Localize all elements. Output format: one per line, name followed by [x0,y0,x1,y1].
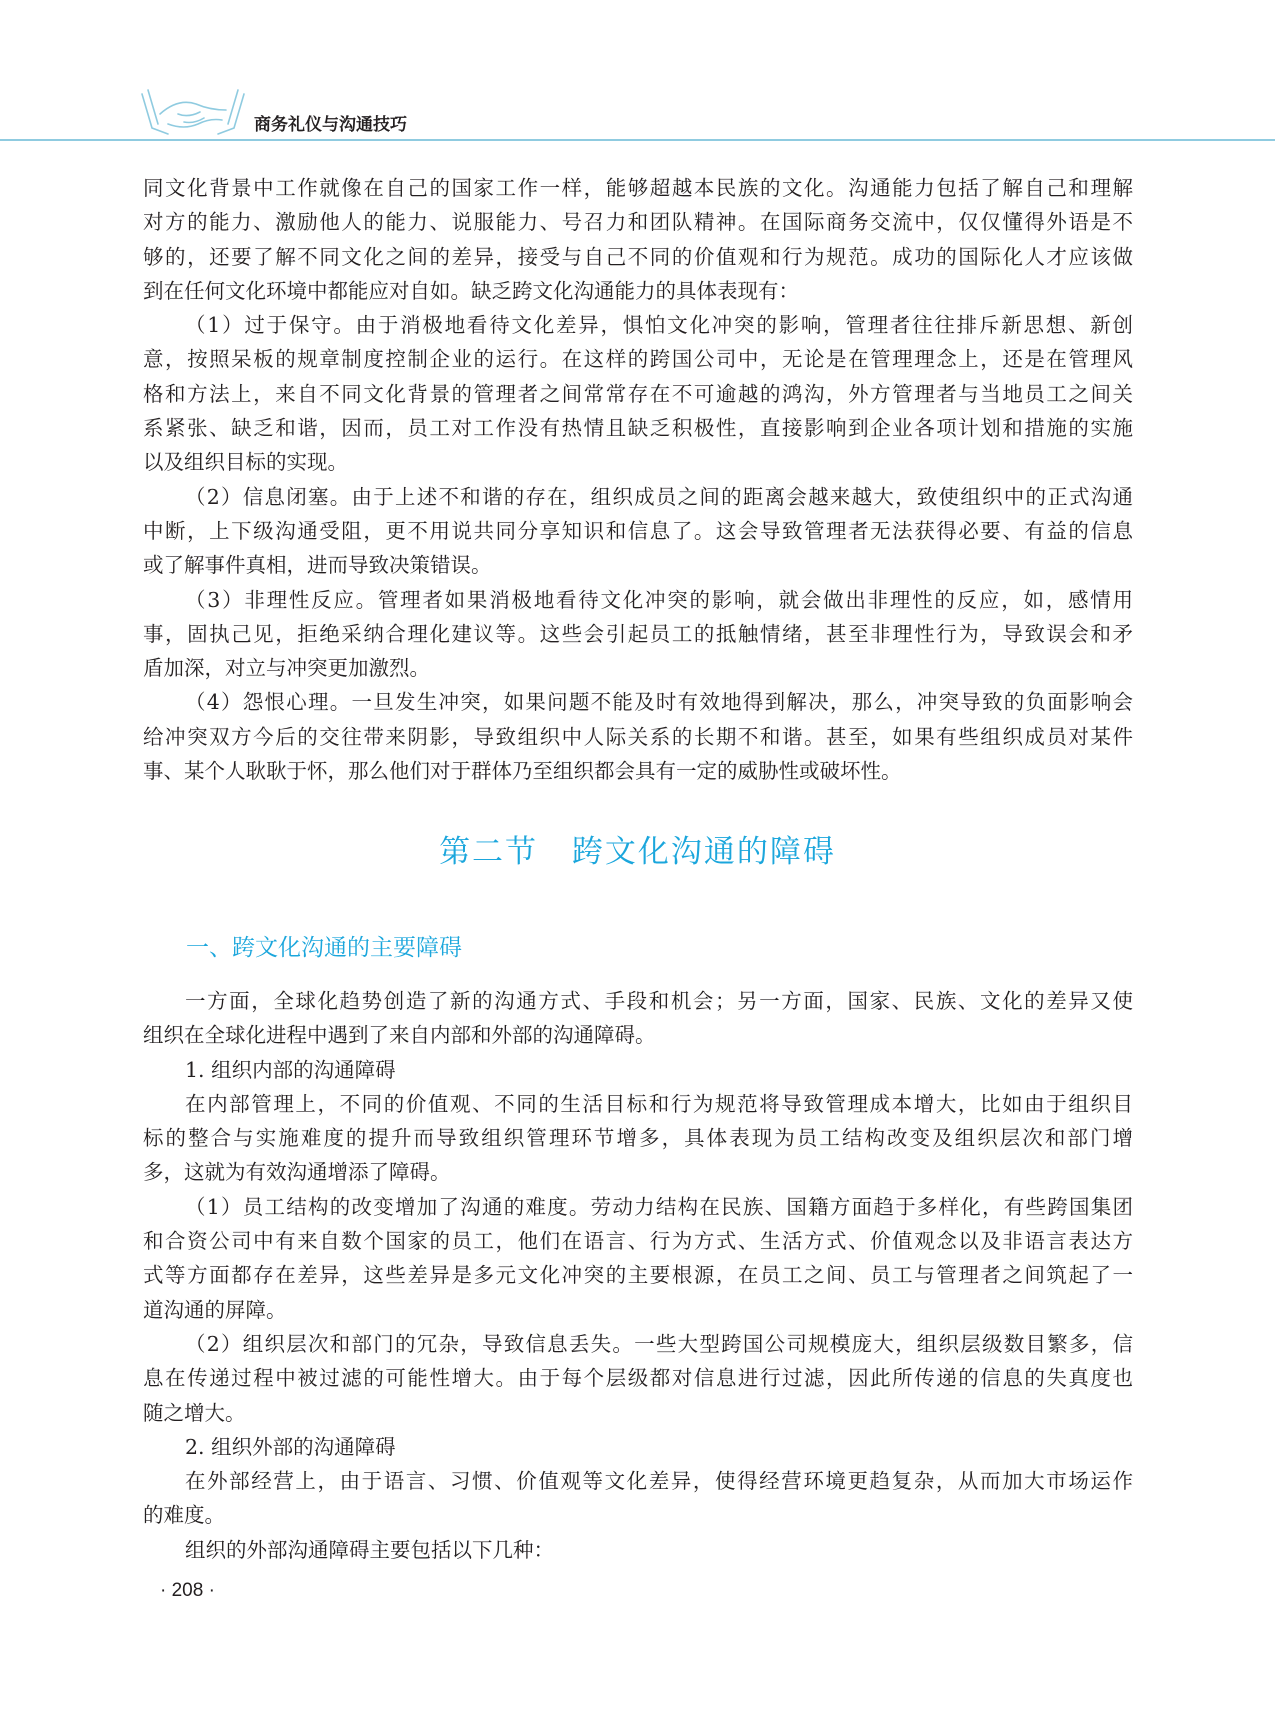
text-line: （1）员工结构的改变增加了沟通的难度。劳动力结构在民族、国籍方面趋于多样化，有些跨国集团 [185,1194,1133,1219]
text-line: 事，固执己见，拒绝采纳合理化建议等。这些会引起员工的抵触情绪，甚至非理性行为，导致误会和矛 [143,621,1133,646]
handshake-logo-icon [138,84,248,138]
text-line: 多，这就为有效沟通增添了障碍。 [143,1160,451,1185]
paragraph [143,1430,1133,1464]
text-line: 一方面，全球化趋势创造了新的沟通方式、手段和机会；另一方面，国家、民族、文化的差异又使 [185,989,1133,1013]
text-line: （2）信息闭塞。由于上述不和谐的存在，组织成员之间的距离会越来越大，致使组织中的正式沟通 [185,484,1133,509]
text-line: （2）组织层次和部门的冗杂，导致信息丢失。一些大型跨国公司规模庞大，组织层级数目繁多，信 [185,1331,1133,1356]
paragraph [143,685,1133,788]
paragraph [143,984,1133,1053]
text-line: 够的，还要了解不同文化之间的差异，接受与自己不同的价值观和行为规范。成功的国际化人才应该做 [143,244,1133,269]
paragraph [143,1190,1133,1327]
paragraph [143,1464,1133,1533]
paragraph [143,171,1133,308]
subsection-title: 一、跨文化沟通的主要障碍 [186,935,462,961]
text-line: （4）怨恨心理。一旦发生冲突，如果问题不能及时有效地得到解决，那么，冲突导致的负面影响会 [185,690,1133,715]
text-line: 同文化背景中工作就像在自己的国家工作一样，能够超越本民族的文化。沟通能力包括了解自己和理解 [143,176,1133,200]
text-line: 息在传递过程中被过滤的可能性增大。由于每个层级都对信息进行过滤，因此所传递的信息的失真度也 [143,1366,1133,1391]
text-line: 或了解事件真相，进而导致决策错误。 [143,553,492,578]
paragraph [143,1053,1133,1087]
text-line: 给冲突双方今后的交往带来阴影，导致组织中人际关系的长期不和谐。甚至，如果有些组织成员对某件 [143,724,1133,749]
text-line: 意，按照呆板的规章制度控制企业的运行。在这样的跨国公司中，无论是在管理理念上，还是在管理风 [143,347,1133,372]
book-title: 商务礼仪与沟通技巧 [254,115,407,135]
text-line: 1. 组织内部的沟通障碍 [185,1057,396,1082]
header-divider [0,139,1275,141]
text-line: 式等方面都存在差异，这些差异是多元文化冲突的主要根源，在员工之间、员工与管理者之间筑起了一 [143,1263,1133,1288]
text-line: 的难度。 [143,1503,225,1528]
text-line: 系紧张、缺乏和谐，因而，员工对工作没有热情且缺乏积极性，直接影响到企业各项计划和措施的实施 [143,416,1133,441]
text-line: 和合资公司中有来自数个国家的员工，他们在语言、行为方式、生活方式、价值观念以及非语言表达方 [143,1229,1133,1254]
page-number: · 208 · [160,1580,215,1601]
text-line: 中断，上下级沟通受阻，更不用说共同分享知识和信息了。这会导致管理者无法获得必要、有益的信息 [143,518,1133,543]
text-line: 格和方法上，来自不同文化背景的管理者之间常常存在不可逾越的鸿沟，外方管理者与当地员工之间关 [143,381,1133,406]
text-line: 在外部经营上，由于语言、习惯、价值观等文化差异，使得经营环境更趋复杂，从而加大市场运作 [185,1469,1133,1494]
text-line: （1）过于保守。由于消极地看待文化差异，惧怕文化冲突的影响，管理者往往排斥新思想、新创 [185,313,1133,338]
text-line: 随之增大。 [143,1400,246,1425]
text-line: 2. 组织外部的沟通障碍 [185,1434,396,1459]
text-line: 盾加深，对立与冲突更加激烈。 [143,656,430,681]
paragraph [143,583,1133,686]
text-line: 事、某个人耿耿于怀，那么他们对于群体乃至组织都会具有一定的威胁性或破坏性。 [143,759,902,784]
paragraph [143,480,1133,583]
paragraph [143,308,1133,479]
body-text-top [143,171,1133,788]
paragraph [143,1533,1133,1567]
text-line: 在内部管理上，不同的价值观、不同的生活目标和行为规范将导致管理成本增大，比如由于组织目 [185,1091,1133,1116]
text-line: 组织在全球化进程中遇到了来自内部和外部的沟通障碍。 [143,1023,656,1048]
text-line: （3）非理性反应。管理者如果消极地看待文化冲突的影响，就会做出非理性的反应，如，感情用 [185,587,1133,612]
text-line: 到在任何文化环境中都能应对自如。缺乏跨文化沟通能力的具体表现有： [143,278,799,303]
text-line: 以及组织目标的实现。 [143,450,348,475]
paragraph [143,1087,1133,1190]
text-line: 道沟通的屏障。 [143,1297,287,1322]
text-line: 标的整合与实施难度的提升而导致组织管理环节增多，具体表现为员工结构改变及组织层次和部门增 [143,1126,1133,1151]
text-line: 组织的外部沟通障碍主要包括以下几种： [185,1537,554,1562]
section-title: 第二节 跨文化沟通的障碍 [439,834,836,870]
paragraph [143,1327,1133,1430]
text-line: 对方的能力、激励他人的能力、说服能力、号召力和团队精神。在国际商务交流中，仅仅懂得外语是不 [143,210,1133,235]
body-text-bottom [143,984,1133,1567]
